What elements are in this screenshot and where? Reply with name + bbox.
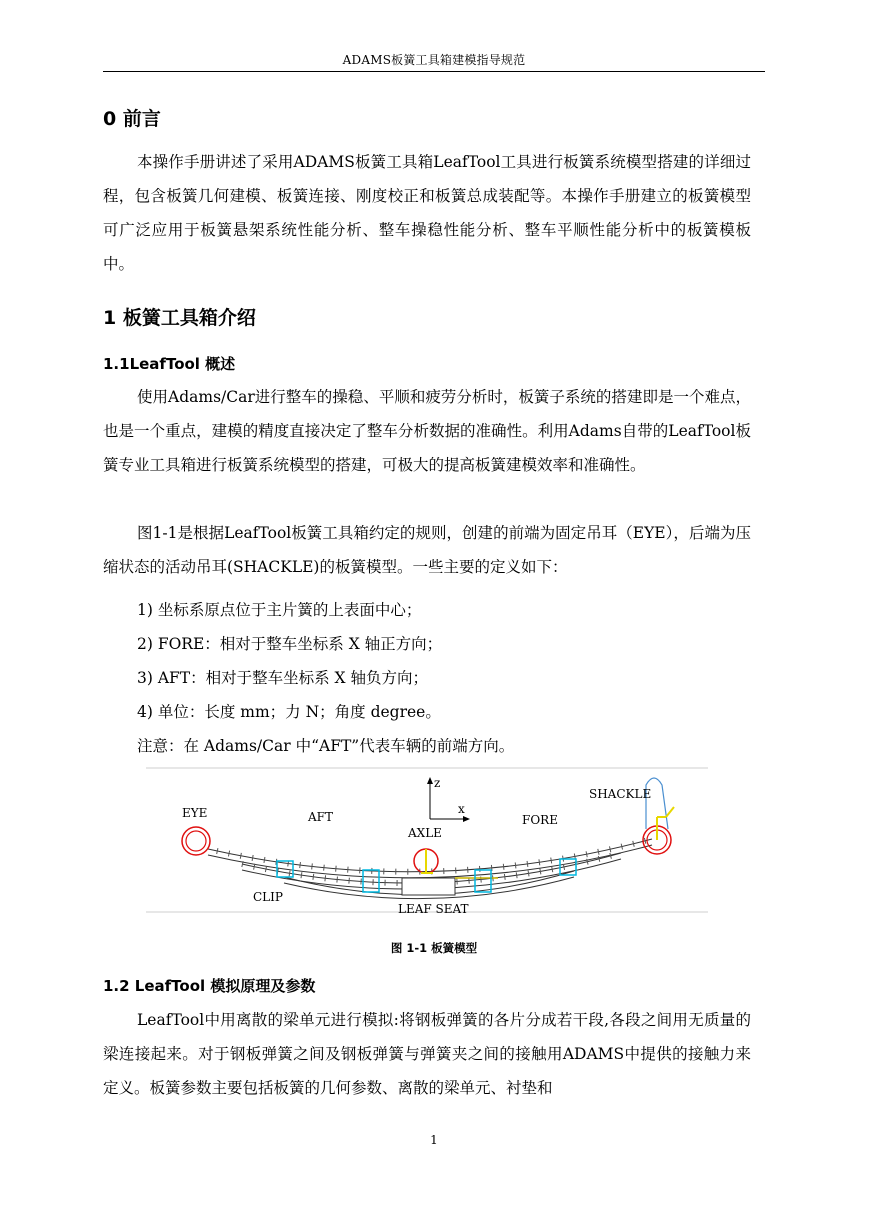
section-1-1-title: 1.1LeafTool 概述 xyxy=(103,355,236,373)
x-axis-label: x xyxy=(458,802,465,816)
section-1-1-paragraph-1: 使用Adams/Car进行整车的操稳、平顺和疲劳分析时，板簧子系统的搭建即是一个难点，也是一个重点，建模的精度直接决定了整车分析数据的准确性。利用Adams自带的LeafTool板簧专业工具箱进行板簧系统模型的搭建，可极大的提高板簧建模效率和准确性。 xyxy=(103,388,751,474)
note-text: 注意：在 Adams/Car 中“AFT”代表车辆的前端方向。 xyxy=(137,737,515,755)
aft-label: AFT xyxy=(308,810,333,824)
eye-label: EYE xyxy=(182,806,208,820)
page-header-title: ADAMS板簧工具箱建模指导规范 xyxy=(342,53,526,67)
definition-item-3: 3) AFT：相对于整车坐标系 X 轴负方向； xyxy=(137,669,429,687)
figure-caption: 图 1-1 板簧模型 xyxy=(390,941,478,955)
shackle-label: SHACKLE xyxy=(589,787,652,801)
section-1-1-paragraph-2: 图1-1是根据LeafTool板簧工具箱约定的规则，创建的前端为固定吊耳（EYE），后端为压缩状态的活动吊耳(SHACKLE)的板簧模型。一些主要的定义如下： xyxy=(103,524,751,576)
leaf-seat-block xyxy=(402,878,455,895)
main-leaf-segments xyxy=(208,839,652,872)
main-leaf-top xyxy=(208,839,652,872)
axle-label: AXLE xyxy=(408,826,442,840)
clip-label: CLIP xyxy=(253,890,283,904)
leaf-spring-diagram xyxy=(146,767,708,915)
section-0-paragraph: 本操作手册讲述了采用ADAMS板簧工具箱LeafTool工具进行板簧系统模型搭建的详细过程，包含板簧几何建模、板簧连接、刚度校正和板簧总成装配等。本操作手册建立的板簧模型可广泛应用于板簧悬架系统性能分析、整车操稳性能分析、整车平顺性能分析中的板簧模板中。 xyxy=(103,153,751,273)
definition-item-1: 1) 坐标系原点位于主片簧的上表面中心； xyxy=(137,601,422,619)
section-1-title: 1 板簧工具箱介绍 xyxy=(103,307,256,329)
section-0-title: 0 前言 xyxy=(103,108,161,130)
section-1-2-title: 1.2 LeafTool 模拟原理及参数 xyxy=(103,977,316,995)
fore-label: FORE xyxy=(522,813,558,827)
header-rule xyxy=(103,71,765,72)
z-axis-arrowhead xyxy=(427,777,433,784)
definition-item-2: 2) FORE：相对于整车坐标系 X 轴正方向； xyxy=(137,635,443,653)
leaf-seat-label: LEAF SEAT xyxy=(398,902,469,915)
clip-box-3 xyxy=(475,870,491,892)
shackle-marker-diagonal xyxy=(666,807,674,817)
x-axis-arrowhead xyxy=(463,816,470,822)
eye-inner-ring xyxy=(186,831,206,851)
definition-item-4: 4) 单位：长度 mm；力 N；角度 degree。 xyxy=(137,703,441,721)
section-1-2-paragraph: LeafTool中用离散的梁单元进行模拟:将钢板弹簧的各片分成若干段,各段之间用无质量的梁连接起来。对于钢板弹簧之间及钢板弹簧与弹簧夹之间的接触用ADAMS中提供的接触力来定义。板簧参数主要包括板簧的几何参数、离散的梁单元、衬垫和 xyxy=(103,1011,751,1097)
leaf-spring-figure xyxy=(146,767,708,915)
page-number: 1 xyxy=(430,1133,438,1147)
z-axis-label: z xyxy=(434,776,441,790)
